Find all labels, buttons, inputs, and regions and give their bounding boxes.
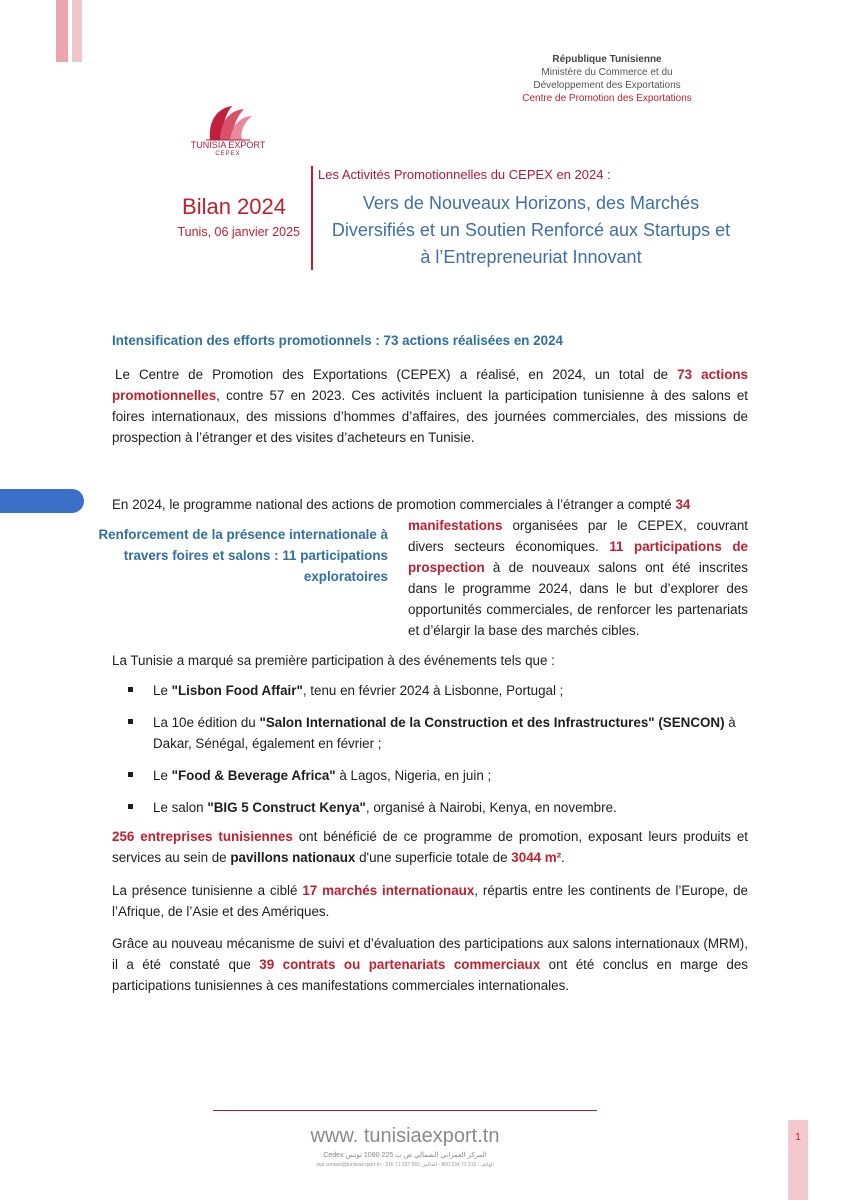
header-center: Centre de Promotion des Exportations [522, 93, 692, 104]
footer-divider [213, 1110, 597, 1111]
section-heading-1: Intensification des efforts promotionnels : 73 actions réalisées en 2024 [112, 333, 563, 348]
paragraph-3: 256 entreprises tunisiennes ont bénéficié de ce programme de promotion, exposant leurs produits et services au sein de pavillons nationaux d'une superficie totale de 3044 m². [112, 829, 748, 865]
decorative-blue-tab [0, 489, 84, 513]
decorative-bar-top-light [72, 0, 82, 62]
header-ministry-2: Développement des Exportations [533, 80, 681, 91]
bullet-square-icon [128, 719, 133, 724]
header-institution [497, 53, 717, 105]
title-divider [311, 166, 313, 270]
paragraph-4: La présence tunisienne a ciblé 17 marchés internationaux, répartis entre les continents de l’Europe, de l’Afrique, de l’Asie et des Amériques. [112, 883, 749, 919]
bilan-date: Tunis, 06 janvier 2025 [177, 225, 300, 239]
page-number: 1 [795, 1132, 801, 1143]
bullet-square-icon [128, 804, 133, 809]
bullet-square-icon [128, 772, 133, 777]
paragraph-5: Grâce au nouveau mécanisme de suivi et d’évaluation des participations aux salons internationaux (MRM), il a été constaté que 39 contrats ou partenariats commerciaux ont été conclus en marge des participations tunisiennes à ces manifestations commerciales internationales. [112, 936, 749, 993]
bullet-square-icon [128, 687, 133, 692]
document-subtitle: Les Activités Promotionnelles du CEPEX en 2024 : [318, 167, 611, 182]
footer-contact: mpi.contact@tunisiaexport.tn - 216 71 237 565 الهاتف : 216 71 234 800 - الفاكس [316, 1162, 494, 1168]
footer-address: Cedex المركز العمراني الشمالي ص ب 225 1080 تونس [323, 1152, 487, 1159]
paragraph-2-body: manifestations organisées par le CEPEX, couvrant divers secteurs économiques. 11 participations de prospection à de nouveaux salons ont été inscrites dans le programme 2024, dans le but d’explorer des opportunités commerciales, de renforcer les partenariats et d’élargir la base des marchés cibles. [408, 518, 748, 638]
logo-sub: CEPEX [215, 151, 241, 157]
footer-website: www. tunisiaexport.tn [310, 1125, 500, 1147]
paragraph-1: Le Centre de Promotion des Exportations (CEPEX) a réalisé, en 2024, un total de 73 actions promotionnelles, contre 57 en 2023. Ces activités incluent la participation tunisienne à des salons et foires internationaux, des missions d’hommes d’affaires, des journées commerciales, des missions de prospection à l’étranger et des visites d’acheteurs en Tunisie. [112, 367, 748, 445]
list-item: Le salon "BIG 5 Construct Kenya", organisé à Nairobi, Kenya, en novembre. [128, 797, 748, 818]
decorative-bar-top [56, 0, 68, 62]
callout-heading: Renforcement de la présence internationale à travers foires et salons : 11 participations exploratoires [98, 527, 388, 584]
list-item: Le "Food & Beverage Africa" à Lagos, Nigeria, en juin ; [128, 765, 748, 786]
header-republic: République Tunisienne [552, 54, 662, 65]
event-list [128, 680, 748, 829]
bilan-title: Bilan 2024 [182, 194, 286, 219]
paragraph-2-intro: En 2024, le programme national des actions de promotion commerciales à l’étranger a compté 34 [112, 497, 691, 512]
list-item: Le "Lisbon Food Affair", tenu en février 2024 à Lisbonne, Portugal ; [128, 680, 748, 701]
header-ministry-1: Ministère du Commerce et du [541, 67, 673, 78]
paragraph-first-participation: La Tunisie a marqué sa première participation à des événements tels que : [112, 653, 555, 668]
logo-name: TUNISIA EXPORT [190, 140, 266, 150]
list-item: La 10e édition du "Salon International de la Construction et des Infrastructures" (SENCON) à Dakar, Sénégal, également en février ; [128, 712, 748, 754]
document-main-title: Vers de Nouveaux Horizons, des Marchés Diversifiés et un Soutien Renforcé aux Startups et à l’Entrepreneuriat Innovant [331, 193, 731, 267]
